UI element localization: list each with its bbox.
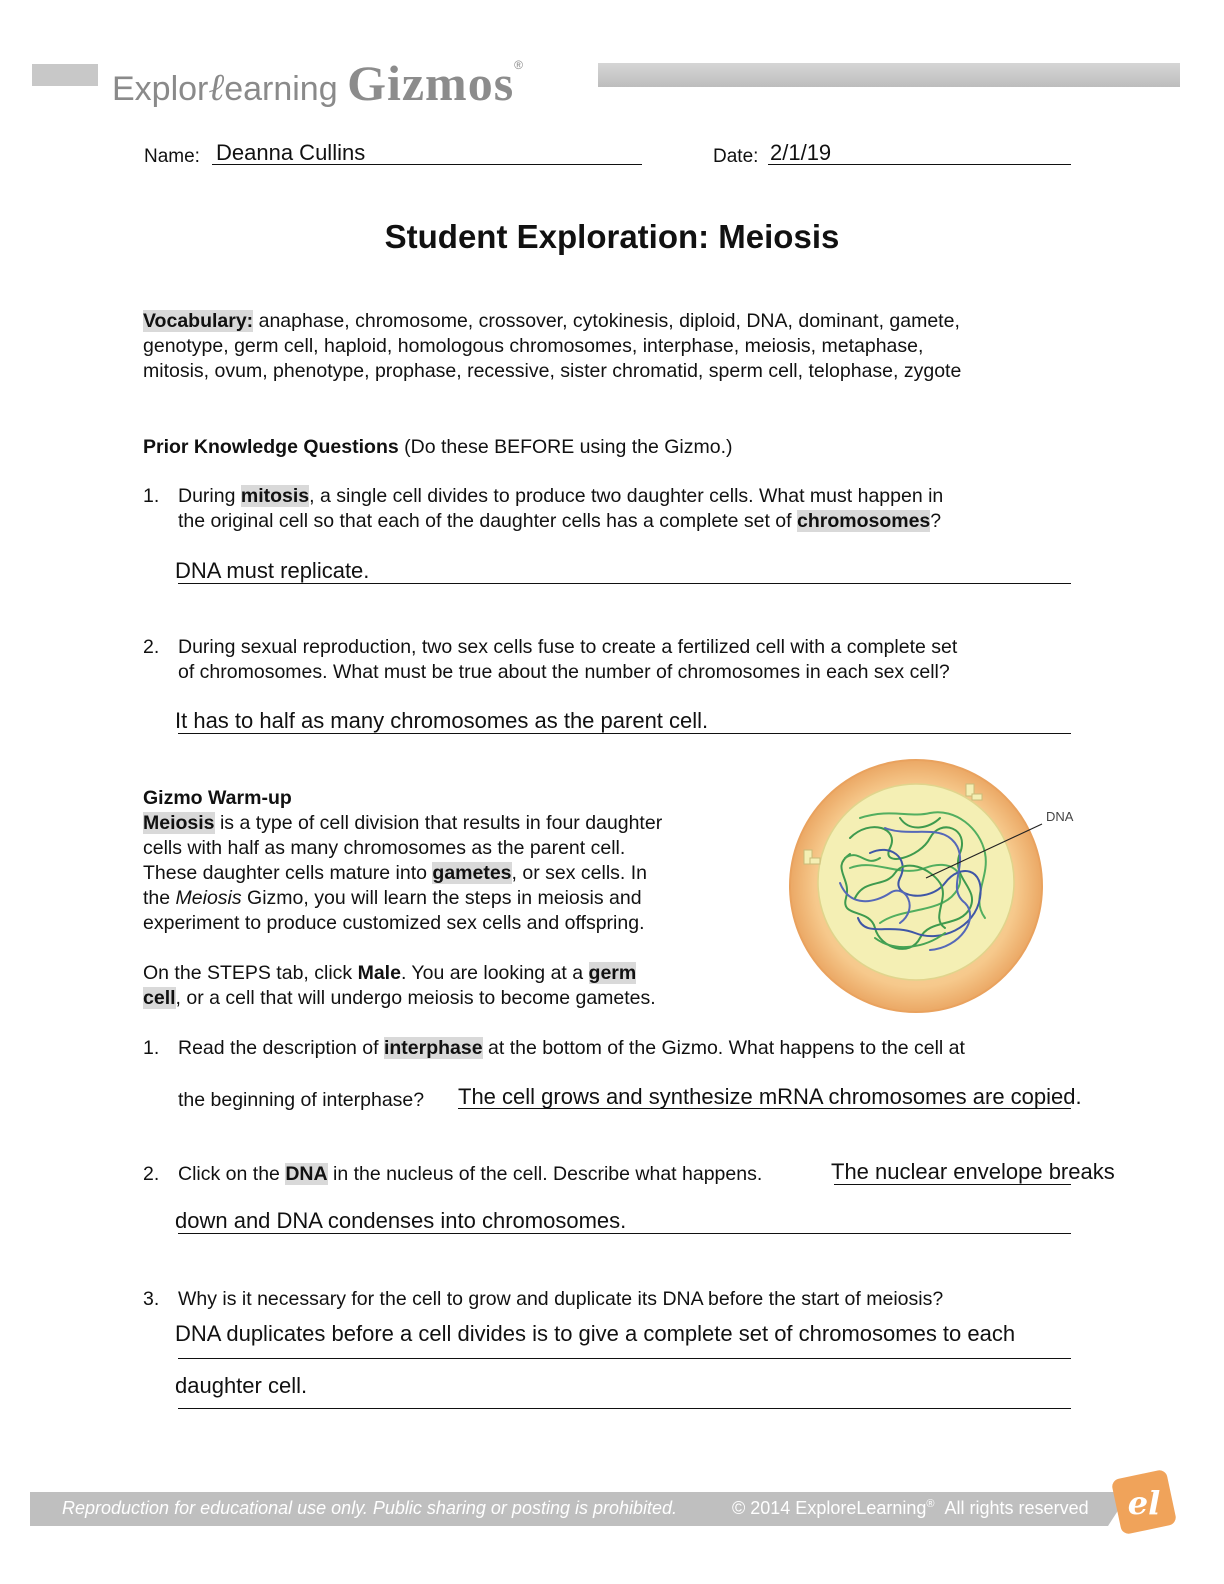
footer-notice: Reproduction for educational use only. Public sharing or posting is prohibited.	[62, 1498, 678, 1518]
prior-heading-note: (Do these BEFORE using the Gizmo.)	[398, 436, 733, 458]
prior-q1-term-mitosis: mitosis	[240, 485, 310, 507]
name-field[interactable]	[212, 140, 642, 165]
warmup-q1-answer-line	[458, 1108, 1071, 1109]
warmup-term-meiosis: Meiosis	[143, 812, 215, 834]
footer-copyright	[732, 1498, 1089, 1519]
prior-q1-l1c: , a single cell divides to produce two daughter cells. What must happen in	[309, 485, 944, 507]
warmup-q2-answer-2[interactable]: down and DNA condenses into chromosomes.	[175, 1208, 627, 1233]
warmup-q2-answer-1[interactable]: The nuclear envelope breaks	[831, 1159, 1115, 1184]
prior-q2-text	[178, 635, 1078, 685]
warmup-term-gametes: gametes	[432, 862, 512, 884]
warmup-q2-answer-line-1	[834, 1184, 1071, 1185]
warmup-p2-male: Male	[357, 962, 401, 984]
warmup-q1-line-1	[178, 1036, 1078, 1061]
date-label: Date:	[713, 146, 759, 167]
warmup-q2-term-dna: DNA	[285, 1163, 328, 1185]
warmup-p1-l1b: is a type of cell division that results in four daughter	[214, 812, 663, 834]
warmup-q1-line-2: the beginning of interphase?	[178, 1089, 425, 1111]
prior-q1-l1a: During	[178, 485, 241, 507]
warmup-q2-number: 2.	[143, 1163, 160, 1185]
vocabulary-label: Vocabulary:	[143, 310, 254, 332]
warmup-q1-term-interphase: interphase	[383, 1037, 483, 1059]
warmup-heading: Gizmo Warm-up	[143, 787, 292, 809]
warmup-p1-l3c: , or sex cells. In	[511, 862, 647, 884]
warmup-term-germ: germ	[588, 962, 637, 984]
prior-q1-text	[178, 484, 1078, 534]
warmup-q3-answer-1[interactable]: DNA duplicates before a cell divides is to give a complete set of chromosomes to each	[175, 1321, 1016, 1346]
warmup-p1-l5: experiment to produce customized sex cells and offspring.	[143, 912, 645, 934]
name-value: Deanna Cullins	[216, 140, 366, 165]
warmup-q1-answer[interactable]: The cell grows and synthesize mRNA chromosomes are copied.	[458, 1084, 1082, 1109]
name-label: Name:	[144, 146, 200, 167]
warmup-q1-l1c: at the bottom of the Gizmo. What happens to the cell at	[482, 1037, 965, 1059]
vocabulary-line-2: genotype, germ cell, haploid, homologous chromosomes, interphase, meiosis, metaphase,	[143, 335, 924, 357]
germ-cell-figure	[780, 758, 1100, 1014]
brand-learning: earning	[224, 70, 338, 108]
warmup-q3-answer-line-1	[178, 1358, 1071, 1359]
warmup-p1-l4c: Gizmo, you will learn the steps in meiosis and	[241, 887, 642, 909]
warmup-p1-l3a: These daughter cells mature into	[143, 862, 433, 884]
brand-l-swirl-icon: ℓ	[208, 65, 225, 109]
warmup-q1-l1a: Read the description of	[178, 1037, 384, 1059]
warmup-block	[143, 786, 743, 1011]
warmup-q2-answer-line-2	[178, 1233, 1071, 1234]
footer-copyright-text: © 2014 ExploreLearning	[732, 1498, 927, 1518]
brand-logo	[112, 54, 523, 112]
warmup-q3-text: Why is it necessary for the cell to grow and duplicate its DNA before the start of meiosis?	[178, 1288, 944, 1310]
prior-q1-answer-line	[178, 583, 1071, 584]
germ-cell-diagram	[780, 758, 1100, 1014]
warmup-q1-number: 1.	[143, 1037, 160, 1059]
prior-q2-number: 2.	[143, 636, 160, 658]
footer-reg: ®	[926, 1498, 935, 1510]
prior-q2-answer[interactable]: It has to half as many chromosomes as the parent cell.	[175, 708, 709, 733]
warmup-q3-number: 3.	[143, 1288, 160, 1310]
dna-figure-label: DNA	[1046, 809, 1074, 824]
prior-knowledge-heading	[143, 435, 733, 460]
prior-q1-answer[interactable]: DNA must replicate.	[175, 558, 370, 583]
warmup-q3-answer-line-2	[178, 1408, 1071, 1409]
warmup-q2-l1c: in the nucleus of the cell. Describe what happens.	[327, 1163, 763, 1185]
warmup-q2-line-1	[178, 1162, 838, 1187]
brand-reg: ®	[514, 58, 524, 72]
warmup-p1-l2: cells with half as many chromosomes as the parent cell.	[143, 837, 626, 859]
warmup-q2-l1a: Click on the	[178, 1163, 286, 1185]
warmup-p2-l2b: , or a cell that will undergo meiosis to become gametes.	[175, 987, 656, 1009]
date-field[interactable]	[768, 140, 1071, 165]
el-logo-text: el	[1127, 1484, 1161, 1522]
date-value: 2/1/19	[770, 140, 832, 165]
warmup-p1-l4b: Meiosis	[175, 887, 242, 909]
vocabulary-block	[143, 309, 1103, 384]
prior-q1-term-chromosomes: chromosomes	[796, 510, 931, 532]
vocabulary-line-1: anaphase, chromosome, crossover, cytokinesis, diploid, DNA, dominant, gamete,	[253, 310, 960, 332]
vocabulary-line-3: mitosis, ovum, phenotype, prophase, recessive, sister chromatid, sperm cell, telophase, zygote	[143, 360, 962, 382]
warmup-q3-answer-2[interactable]: daughter cell.	[175, 1373, 308, 1398]
prior-q1-l2c: ?	[930, 510, 942, 532]
explorelearning-logo	[1112, 1470, 1176, 1534]
brand-gizmos: Gizmos	[347, 55, 515, 111]
prior-q1-number: 1.	[143, 485, 160, 507]
brand-bar-right	[598, 63, 1180, 87]
warmup-term-cell: cell	[143, 987, 176, 1009]
brand-bar-left	[32, 64, 98, 86]
warmup-p2-l1a: On the STEPS tab, click	[143, 962, 358, 984]
warmup-p2-l1c: . You are looking at a	[400, 962, 589, 984]
page-title: Student Exploration: Meiosis	[384, 218, 840, 255]
prior-heading-text: Prior Knowledge Questions	[143, 436, 399, 458]
prior-q2-line-1: During sexual reproduction, two sex cells fuse to create a fertilized cell with a complete set	[178, 636, 958, 658]
warmup-p1-l4a: the	[143, 887, 176, 909]
brand-explore: Explor	[112, 70, 209, 108]
prior-q2-line-2: of chromosomes. What must be true about the number of chromosomes in each sex cell?	[178, 661, 950, 683]
prior-q1-l2a: the original cell so that each of the daughter cells has a complete set of	[178, 510, 797, 532]
footer-rights: All rights reserved	[944, 1498, 1089, 1518]
prior-q2-answer-line	[178, 733, 1071, 734]
el-logo-icon	[1112, 1470, 1176, 1534]
